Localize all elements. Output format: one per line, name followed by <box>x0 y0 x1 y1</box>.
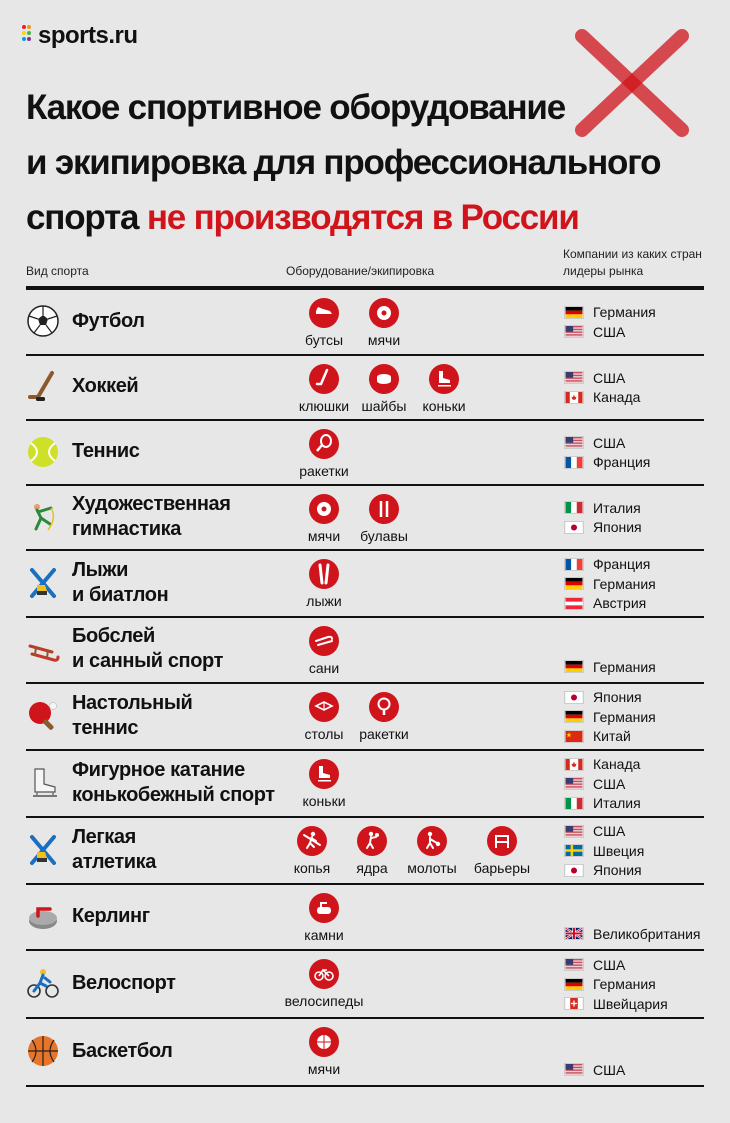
country-item <box>564 368 640 388</box>
country-item <box>564 774 641 794</box>
country-name: Германия <box>593 658 656 675</box>
country-item <box>564 574 656 594</box>
equipment-badge <box>369 494 399 524</box>
equipment-item <box>344 494 424 544</box>
country-name: Франция <box>593 454 651 471</box>
country-name: Швейцария <box>593 995 668 1012</box>
puck-icon <box>370 365 398 393</box>
flag-jp-icon <box>564 691 584 704</box>
sport-name-line: Хоккей <box>72 375 139 397</box>
country-item <box>564 657 656 677</box>
sport-name <box>72 1039 172 1064</box>
equipment-item <box>462 826 542 876</box>
equipment-badge <box>309 1027 339 1057</box>
sport-name-line: и санный спорт <box>72 650 224 672</box>
country-name: Швеция <box>593 842 645 859</box>
equipment-badge <box>417 826 447 856</box>
sport-name-line: Настольный <box>72 691 193 714</box>
equipment-badge <box>309 759 339 789</box>
flag-jp-icon <box>564 864 584 877</box>
flag-jp-icon <box>564 521 584 534</box>
country-name: США <box>593 1061 626 1078</box>
country-name: Китай <box>593 728 631 744</box>
ball-icon <box>310 495 338 523</box>
sport-name-line: Легкая <box>72 825 136 848</box>
table-row <box>26 486 704 551</box>
table-row <box>26 684 704 751</box>
country-item <box>564 593 656 613</box>
table-icon <box>310 693 338 721</box>
clubs-icon <box>370 495 398 523</box>
sport-name <box>72 758 275 808</box>
flag-us-icon <box>564 436 584 449</box>
country-item <box>564 821 644 841</box>
hammer-icon <box>418 827 446 855</box>
flag-ca-icon <box>564 758 584 771</box>
equipment-badge <box>429 364 459 394</box>
sport-name-line: Фигурное катание <box>72 758 245 781</box>
equipment-badge <box>309 893 339 923</box>
country-list <box>564 924 701 944</box>
country-item <box>564 498 642 518</box>
flag-se-icon <box>564 844 584 857</box>
skis-icon <box>310 560 338 588</box>
country-name: Австрия <box>593 595 647 611</box>
country-item <box>564 687 656 707</box>
flag-de-icon <box>564 978 584 991</box>
sport-name <box>72 558 168 608</box>
equipment-label: мячи <box>307 1061 341 1077</box>
sport-name <box>72 971 176 996</box>
equipment-item <box>404 364 484 414</box>
skate-icon <box>310 760 338 788</box>
gymnast-icon <box>26 500 60 534</box>
skate-icon <box>430 365 458 393</box>
equipment-item <box>392 826 472 876</box>
table-row <box>26 356 704 421</box>
flag-us-icon <box>564 958 584 971</box>
sport-name <box>72 825 156 875</box>
equipment-badge <box>309 298 339 328</box>
country-item <box>564 754 641 774</box>
sport-name-line: Бобслей <box>72 625 155 647</box>
country-item <box>564 793 641 813</box>
country-name: США <box>593 956 626 973</box>
table-row <box>26 421 704 486</box>
country-name: Япония <box>593 862 642 878</box>
brand-name: sports.ru <box>38 22 138 49</box>
sport-name <box>72 374 138 399</box>
sport-name <box>72 904 150 929</box>
basketball-icon <box>310 1028 338 1056</box>
country-list <box>564 657 656 677</box>
flag-at-icon <box>564 597 584 610</box>
equipment-label: столы <box>304 726 344 742</box>
ping-pong-icon <box>26 699 60 733</box>
country-name: Германия <box>593 708 656 725</box>
sport-name-line: Лыжи <box>72 558 128 581</box>
equipment-label: коньки <box>302 793 346 809</box>
equipment-label: ракетки <box>299 463 349 479</box>
equipment-badge <box>487 826 517 856</box>
country-item <box>564 518 642 538</box>
equipment-item <box>284 893 364 943</box>
boot-icon <box>310 299 338 327</box>
javelin-icon <box>298 827 326 855</box>
country-item <box>564 707 656 727</box>
country-name: Италия <box>593 499 641 516</box>
skis-icon <box>26 566 60 600</box>
flag-ch-icon <box>564 997 584 1010</box>
ice-skate-icon <box>26 766 60 800</box>
table-row <box>26 818 704 885</box>
country-name: Италия <box>593 795 641 811</box>
equipment-label: коньки <box>422 398 466 414</box>
flag-fr-icon <box>564 558 584 571</box>
country-name: США <box>593 323 626 340</box>
equipment-badge <box>369 364 399 394</box>
table-row <box>26 751 704 818</box>
country-item <box>564 860 644 880</box>
equipment-item <box>284 1027 364 1077</box>
hockey-stick-icon <box>26 370 60 404</box>
sport-name-line: теннис <box>72 716 139 739</box>
equipment-label: ракетки <box>359 726 409 742</box>
country-list <box>564 554 656 613</box>
equipment-badge <box>297 826 327 856</box>
bicycle-icon <box>310 960 338 988</box>
flag-de-icon <box>564 577 584 590</box>
equipment-item <box>284 429 364 479</box>
equipment-label: камни <box>304 927 344 943</box>
header-sport: Вид спорта <box>26 264 89 278</box>
country-list <box>564 754 641 813</box>
country-name: Канада <box>593 756 641 772</box>
flag-us-icon <box>564 825 584 838</box>
country-item <box>564 433 650 453</box>
equipment-label: копья <box>293 860 331 876</box>
sport-name <box>72 624 223 674</box>
table-row <box>26 551 704 618</box>
equipment-label: клюшки <box>298 398 350 414</box>
sled-icon <box>310 627 338 655</box>
header-equipment: Оборудование/экипировка <box>286 264 435 278</box>
sport-name-line: гимнастика <box>72 517 181 540</box>
equipment-label: булавы <box>360 528 408 544</box>
sport-name <box>72 492 231 542</box>
hurdle-icon <box>488 827 516 855</box>
country-item <box>564 974 668 994</box>
country-list <box>564 1060 625 1080</box>
equipment-label: молоты <box>407 860 457 876</box>
equipment-badge <box>309 692 339 722</box>
flag-gb-icon <box>564 927 584 940</box>
curling-stone-icon <box>26 899 60 933</box>
brand-logo[interactable] <box>22 22 138 50</box>
equipment-badge <box>309 559 339 589</box>
country-name: Япония <box>593 519 642 536</box>
country-name: Германия <box>593 304 656 321</box>
equipment-label: мячи <box>367 332 401 348</box>
table-row <box>26 1019 704 1087</box>
country-name: Канада <box>593 389 641 406</box>
flag-it-icon <box>564 501 584 514</box>
country-item <box>564 994 668 1014</box>
athletics-icon <box>26 833 60 867</box>
sport-name-line: Футбол <box>72 309 145 332</box>
country-list <box>564 955 668 1014</box>
sport-name-line: Велоспорт <box>72 971 176 994</box>
country-list <box>564 498 642 537</box>
flag-us-icon <box>564 325 584 338</box>
equipment-item <box>344 692 424 742</box>
equipment-item <box>344 298 424 348</box>
table-row <box>26 885 704 951</box>
country-item <box>564 924 701 944</box>
sport-name-line: атлетика <box>72 850 156 873</box>
table-row <box>26 951 704 1019</box>
country-item <box>564 554 656 574</box>
sport-name-line: конькобежный спорт <box>72 783 275 806</box>
tennis-ball-icon <box>26 435 60 469</box>
flag-ca-icon <box>564 391 584 404</box>
equipment-badge <box>369 298 399 328</box>
flag-de-icon <box>564 710 584 723</box>
country-list <box>564 368 640 407</box>
country-list <box>564 821 644 880</box>
country-name: Германия <box>593 976 656 992</box>
flag-fr-icon <box>564 456 584 469</box>
logo-dots-icon <box>22 23 32 49</box>
equipment-label: шайбы <box>361 398 407 414</box>
equipment-item <box>284 626 364 676</box>
sport-name-line: и биатлон <box>72 583 169 606</box>
equipment-label: велосипеды <box>284 993 364 1009</box>
equipment-label: мячи <box>307 528 341 544</box>
country-item <box>564 726 656 746</box>
sport-name-line: Теннис <box>72 440 140 462</box>
sport-name <box>72 439 140 464</box>
table-row <box>26 618 704 684</box>
shot-put-icon <box>358 827 386 855</box>
country-name: Франция <box>593 556 651 572</box>
table-row <box>26 290 704 356</box>
soccer-ball-icon <box>26 304 60 338</box>
page-title: Какое спортивное оборудование и экипировка для профессионального спорта не производятся в России <box>26 88 661 237</box>
flag-us-icon <box>564 371 584 384</box>
country-list <box>564 303 656 342</box>
country-item <box>564 322 656 342</box>
flag-it-icon <box>564 797 584 810</box>
equipment-item <box>284 959 364 1009</box>
equipment-badge <box>309 494 339 524</box>
country-name: Германия <box>593 575 656 592</box>
equipment-badge <box>309 364 339 394</box>
flag-de-icon <box>564 306 584 319</box>
racket-icon <box>310 430 338 458</box>
country-name: США <box>593 369 626 386</box>
equipment-badge <box>309 959 339 989</box>
country-item <box>564 841 644 861</box>
country-name: США <box>593 434 626 451</box>
country-item <box>564 955 668 975</box>
country-list <box>564 433 650 472</box>
sport-name-line: Керлинг <box>72 904 150 927</box>
basketball-icon <box>26 1034 60 1068</box>
country-name: Великобритания <box>593 925 701 942</box>
equipment-badge <box>369 692 399 722</box>
flag-cn-icon <box>564 730 584 743</box>
equipment-label: лыжи <box>306 593 342 609</box>
country-item <box>564 303 656 323</box>
flag-us-icon <box>564 777 584 790</box>
sled-icon <box>26 632 60 666</box>
country-name: США <box>593 823 626 839</box>
equipment-badge <box>309 429 339 459</box>
sport-name-line: Баскетбол <box>72 1039 173 1062</box>
country-name: Япония <box>593 689 642 705</box>
country-item <box>564 453 650 473</box>
sport-name <box>72 691 192 741</box>
country-item <box>564 1060 625 1080</box>
stick-icon <box>310 365 338 393</box>
sport-name <box>72 309 145 334</box>
ball-icon <box>370 299 398 327</box>
equipment-label: бутсы <box>304 332 344 348</box>
equipment-label: ядра <box>356 860 388 876</box>
country-item <box>564 388 640 408</box>
sport-name-line: Художественная <box>72 492 231 515</box>
equipment-badge <box>357 826 387 856</box>
cyclist-icon <box>26 966 60 1000</box>
header-companies: Компании из каких стран лидеры рынка <box>563 247 702 278</box>
flag-de-icon <box>564 660 584 673</box>
equipment-label: сани <box>308 660 340 676</box>
equipment-item <box>284 559 364 609</box>
country-list <box>564 687 656 746</box>
equipment-badge <box>309 626 339 656</box>
equipment-item <box>284 759 364 809</box>
country-name: США <box>593 775 626 792</box>
equipment-label: барьеры <box>473 860 531 876</box>
curling-icon <box>310 894 338 922</box>
paddle-icon <box>370 693 398 721</box>
flag-us-icon <box>564 1063 584 1076</box>
